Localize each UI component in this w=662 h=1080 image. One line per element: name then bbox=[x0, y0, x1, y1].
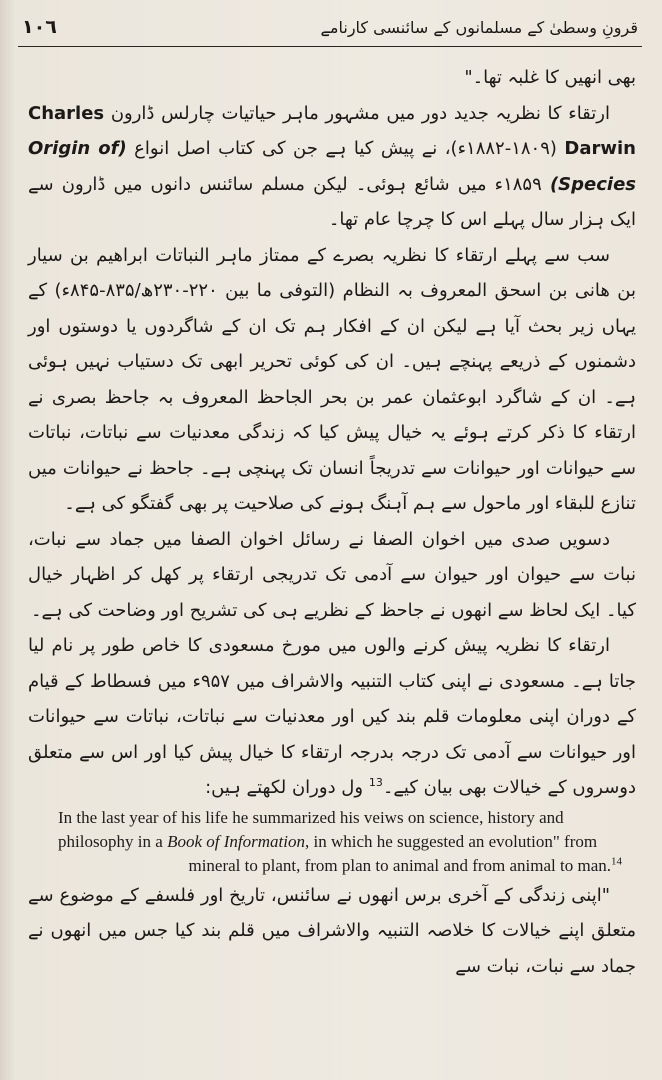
darwin-name: Charles Darwin bbox=[28, 102, 636, 159]
paragraph-darwin-text-c: ۱۸۵۹ء میں شائع ہوئی۔ لیکن مسلم سائنس دانوں میں ڈارون سے ایک ہزار سال پہلے اس کا چرچا عام تھا۔ bbox=[28, 173, 636, 230]
quote-book-title: Book of Information bbox=[167, 831, 305, 851]
paragraph-nazzam: سب سے پہلے ارتقاء کا نظریہ بصرے کے ممتاز ماہر النباتات ابراھیم بن سیار بن ھانی بن اسحق المعروف بہ النظام (التوفی ما بین ۲۲۰-۲۳۰ھ/۸۳۵-۸۴۵ء) کے یہاں زیر بحث آیا ہے لیکن ان کے افکار ہم تک ان کے شاگردوں یا دوستوں اور دشمنوں کے ذریعے پہنچے ہیں۔ ان کی کوئی تحریر ابھی تک دستیاب نہیں ہوئی ہے۔ ان کے شاگرد ابوعثمان عمر بن بحر الجاحظ المعروف بہ جاحظ بصری نے ارتقاء کا ذکر کرتے ہوئے یہ خیال پیش کیا کہ زندگی معدنیات سے نباتات، نباتات سے حیوانات اور حیوانات سے تدریجاً انسان تک پہنچی ہے۔ جاحظ نے حیوانات میں تنازع للبقاء اور ماحول سے ہم آہنگ ہونے کی صلاحیت پر بھی گفتگو کی ہے۔ bbox=[28, 244, 637, 514]
paragraph-darwin-text-a: ارتقاء کا نظریہ جدید دور میں مشہور ماہر حیاتیات چارلس ڈارون bbox=[110, 102, 610, 124]
quote-text-a: In the last year of his life he summarized his veiws on science, history and philosophy in a bbox=[58, 807, 564, 851]
paragraph-masudi-tail: ول دوران لکھتے ہیں: bbox=[205, 777, 364, 798]
paragraph-continuation: بھی انھیں کا غلبہ تھا۔" bbox=[464, 67, 636, 88]
footnote-ref-14: 14 bbox=[611, 854, 622, 867]
footnote-ref-13: 13 bbox=[368, 776, 383, 789]
page-number: ١٠٦ bbox=[22, 16, 57, 38]
page-body bbox=[28, 60, 636, 984]
paragraph-masudi-text: ارتقاء کا نظریہ پیش کرنے والوں میں مورخ مسعودی کا خاص طور پر نام لیا جاتا ہے۔ مسعودی نے اپنی کتاب التنبیہ والاشراف میں ۹۵۷ء میں فسطاط کے قیام کے دوران اپنی معلومات قلم بند کیں اور معدنیات سے نباتات، نباتات سے حیوانات اور حیوانات سے آدمی تک درجہ بدرجہ ارتقاء کا خیال پیش کیا اور اس سے متعلق دوسروں کے خیالات بھی بیان کیے۔ bbox=[28, 635, 636, 798]
quote-text-b: , in which he suggested an evolution" from mineral to plant, from plan to animal and from animal to man. bbox=[188, 831, 611, 875]
header-rule bbox=[18, 46, 642, 47]
origin-of-species: (Origin of Species) bbox=[28, 138, 636, 195]
page-header bbox=[22, 10, 638, 44]
paragraph-translation: "اپنی زندگی کے آخری برس انھوں نے سائنس، تاریخ اور فلسفے کے موضوع سے متعلق اپنے خیالات کا خلاصہ التنبیہ والاشراف میں قلم بند کیا جس میں انھوں نے جماد سے نبات، نبات سے bbox=[28, 884, 636, 977]
paragraph-darwin bbox=[28, 96, 636, 238]
running-title: قرونِ وسطیٰ کے مسلمانوں کے سائنسی کارنامے bbox=[320, 17, 638, 37]
paragraph-ikhwan: دسویں صدی میں اخوان الصفا نے رسائل اخوان الصفا میں جماد سے نبات، نبات سے حیوان اور حیوان سے آدمی تک تدریجی ارتقاء پر کھل کر اظہار خیال کیا۔ ایک لحاظ سے انھوں نے جاحظ کے نظریے ہی کی تشریح اور وضاحت کی ہے۔ bbox=[28, 528, 636, 621]
paragraph-darwin-text-b: (۱۸۰۹-۱۸۸۲ء)، نے پیش کیا ہے جن کی کتاب اصل انواع bbox=[134, 138, 557, 159]
paragraph-masudi bbox=[28, 628, 636, 806]
english-quote bbox=[28, 806, 636, 878]
